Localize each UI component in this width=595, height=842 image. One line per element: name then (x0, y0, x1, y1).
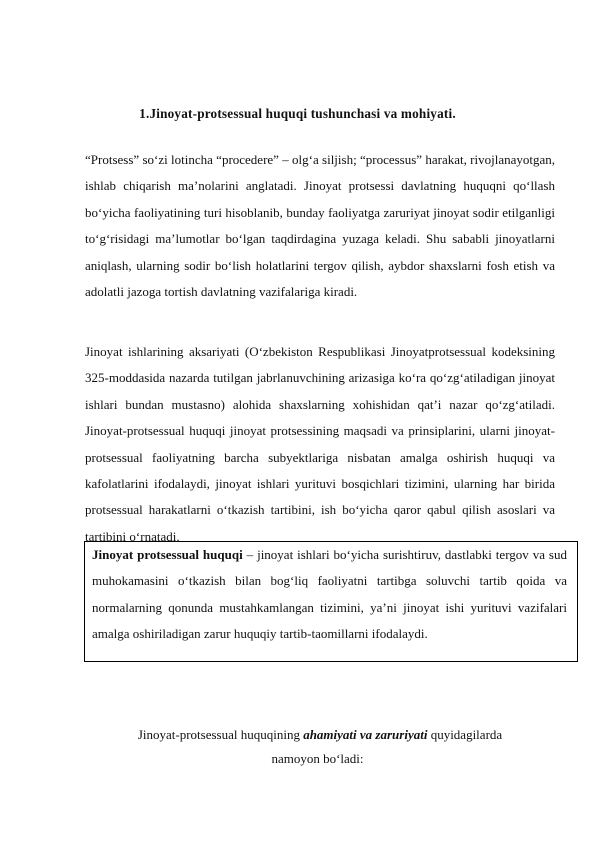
definition-box (84, 541, 578, 662)
closing-before: Jinoyat-protsessual huquqining (137, 727, 304, 742)
closing-after: quyidagilarda (427, 727, 503, 742)
closing-line-2: namoyon bo‘ladi: (271, 751, 364, 766)
definition-term: Jinoyat protsessual huquqi (92, 547, 243, 562)
closing-emphasis: ahamiyati va zaruriyati (303, 727, 428, 742)
definition-text: – jinoyat ishlari bo‘yicha surishtiruv, dastlabki tergov va sud muhokamasini o‘tkazish bilan bog‘liq faoliyatni tartibga soluvchi tartib qoida va normalarning qonunda mustahkamlangan tizimini, ya’ni jinoyat ishi yurituvi vazifalari amalga oshiriladigan zarur huquqiy tartib-taomillarni ifodalaydi. (92, 547, 567, 641)
paragraph-criminal-cases: Jinoyat ishlarining aksariyati (O‘zbekiston Respublikasi Jinoyatprotsessual kodeksining 325-moddasida nazarda tutilgan jabrlanuvchining arizasiga ko‘ra qo‘zg‘atiladigan jinoyat ishlari bundan mustasno) alohida shaxslarning xohishidan qat’i nazar qo‘zg‘atiladi. Jinoyat-protsessual huquqi jinoyat protsessining maqsadi va prinsiplarini, ularni jinoyat-protsessual faoliyatning barcha subyektlariga nisbatan amalga oshirish huquqi va kafolatlarini ifodalaydi, jinoyat ishlari yurituvi bosqichlari tizimini, ularning har birida protsessual harakatlarni o‘tkazish tartibini, ish bo‘yicha qaror qabul qilish asoslari va tartibini o‘rnatadi. (85, 344, 555, 544)
paragraph-protsess-meaning: “Protsess” so‘zi lotincha “procedere” – olg‘a siljish; “processus” harakat, rivojlanayotgan, ishlab chiqarish ma’nolarini anglatadi. Jinoyat protsessi davlatning huquqni qo‘llash bo‘yicha faoliyatining turi hisoblanib, bunday faoliyatga zaruriyat jinoyat sodir etilganligi to‘g‘risidagi ma’lumotlar bo‘lgan taqdirdagina yuzaga keladi. Shu sababli jinoyatlarni aniqlash, ularning sodir bo‘lish holatlarini tergov qilish, aybdor shaxslarni fosh etish va adolatli jazoga tortish davlatning vazifalariga kiradi. (85, 152, 555, 300)
section-heading: 1.Jinoyat-protsessual huquqi tushunchasi va mohiyati. (139, 106, 456, 121)
closing-line-1 (0, 727, 595, 743)
